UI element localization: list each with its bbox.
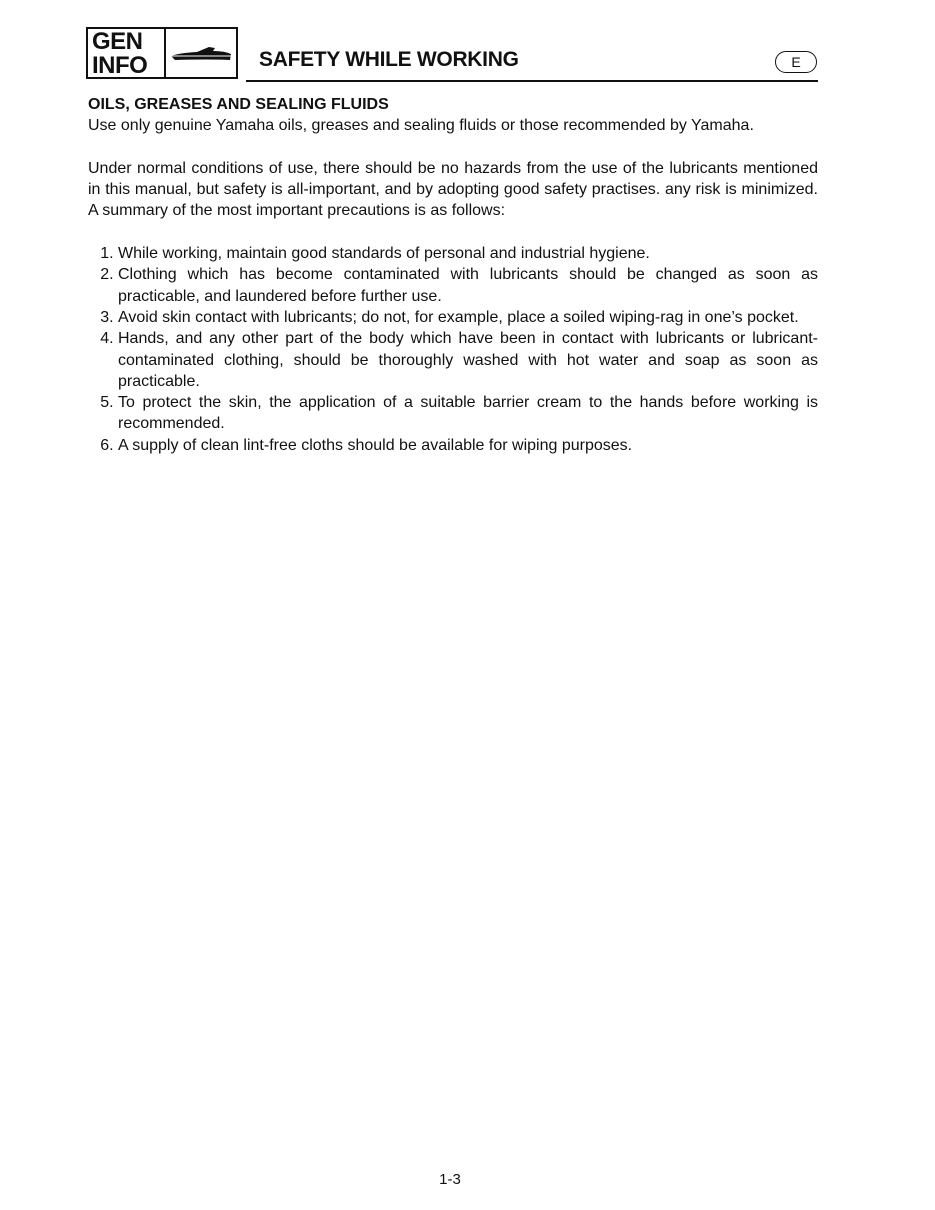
list-item: 2. Clothing which has become contaminated with lubricants should be changed as soon as practicable, and laundered before further use. [118,264,818,307]
content [88,94,818,456]
gen-info-logo [86,27,238,79]
list-item: 6. A supply of clean lint-free cloths should be available for wiping purposes. [118,435,818,456]
header-rule [246,80,818,82]
watercraft-icon [166,29,236,77]
precautions-list [88,243,818,456]
paragraph: Under normal conditions of use, there should be no hazards from the use of the lubricants mentioned in this manual, but safety is all-important, and by adopting good safety practises. any risk is minimized. A summary of the most important precautions is as follows: [88,159,818,220]
logo-line-1: GEN [92,28,143,55]
page-title: SAFETY WHILE WORKING [259,48,519,71]
list-item: 1. While working, maintain good standards of personal and industrial hygiene. [118,243,818,264]
section-heading: OILS, GREASES AND SEALING FLUIDS [88,96,389,113]
logo-line-2: INFO [92,52,148,79]
paragraph: Use only genuine Yamaha oils, greases and sealing fluids or those recommended by Yamaha. [88,117,754,135]
language-badge: E [775,51,817,73]
logo-text [88,29,166,77]
page-number: 1-3 [439,1171,461,1188]
list-item: 3. Avoid skin contact with lubricants; do not, for example, place a soiled wiping-rag in one’s pocket. [118,307,818,328]
list-item: 4. Hands, and any other part of the body which have been in contact with lubricants or lubricant-contaminated clothing, should be thoroughly washed with hot water and soap as soon as practicable. [118,328,818,392]
list-item: 5. To protect the skin, the application of a suitable barrier cream to the hands before working is recommended. [118,392,818,435]
